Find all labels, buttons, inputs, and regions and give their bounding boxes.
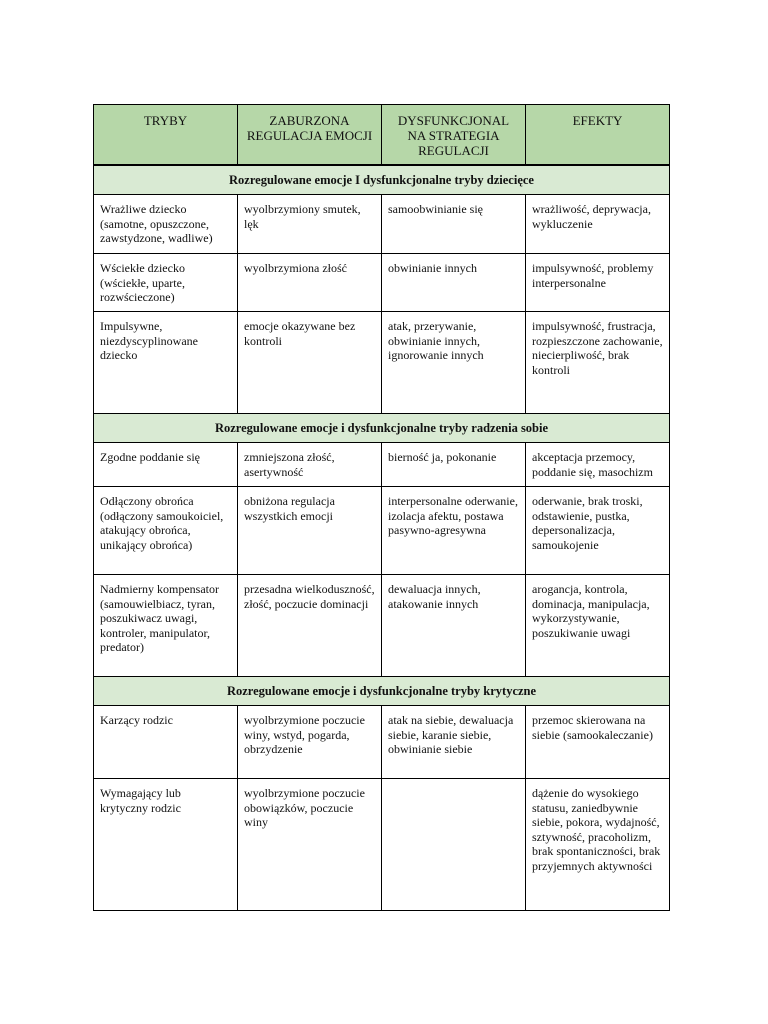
strategy-cell: dewaluacja innych, atakowanie innych (382, 575, 526, 677)
effects-cell: akceptacja przemocy, poddanie się, masochizm (526, 443, 670, 487)
mode-cell: Wrażliwe dziecko (samotne, opuszczone, zawstydzone, wadliwe) (94, 195, 238, 254)
dysregulation-cell: emocje okazywane bez kontroli (238, 312, 382, 414)
strategy-cell: obwinianie innych (382, 254, 526, 312)
header-row (94, 105, 670, 166)
strategy-cell: interpersonalne oderwanie, izolacja afektu, postawa pasywno-agresywna (382, 487, 526, 575)
table-body (94, 165, 670, 911)
mode-cell: Wymagający lub krytyczny rodzic (94, 779, 238, 911)
section-row (94, 165, 670, 195)
mode-cell: Wściekłe dziecko (wściekłe, uparte, rozwścieczone) (94, 254, 238, 312)
dysregulation-cell: wyolbrzymione poczucie winy, wstyd, pogarda, obrzydzenie (238, 706, 382, 779)
strategy-cell (382, 779, 526, 911)
strategy-cell: samoobwinianie się (382, 195, 526, 254)
table-row (94, 779, 670, 911)
section-row (94, 414, 670, 443)
effects-cell: oderwanie, brak troski, odstawienie, pustka, depersonalizacja, samoukojenie (526, 487, 670, 575)
section-title: Rozregulowane emocje I dysfunkcjonalne tryby dziecięce (94, 165, 670, 195)
mode-cell: Nadmierny kompensator (samouwielbiacz, tyran, poszukiwacz uwagi, kontroler, manipulator, predator) (94, 575, 238, 677)
mode-cell: Impulsywne, niezdyscyplinowane dziecko (94, 312, 238, 414)
table-row (94, 195, 670, 254)
effects-cell: impulsywność, problemy interpersonalne (526, 254, 670, 312)
dysregulation-cell: przesadna wielkoduszność, złość, poczucie dominacji (238, 575, 382, 677)
table-row (94, 575, 670, 677)
header-effects: EFEKTY (526, 105, 670, 166)
section-row (94, 677, 670, 706)
effects-cell: przemoc skierowana na siebie (samookaleczanie) (526, 706, 670, 779)
effects-cell: dążenie do wysokiego statusu, zaniedbywnie siebie, pokora, wydajność, sztywność, pracoholizm, brak spontaniczności, brak przyjemnych aktywności (526, 779, 670, 911)
table-row (94, 312, 670, 414)
header-strategy: DYSFUNKCJONAL NA STRATEGIA REGULACJI (382, 105, 526, 166)
strategy-cell: atak na siebie, dewaluacja siebie, karanie siebie, obwinianie siebie (382, 706, 526, 779)
mode-cell: Karzący rodzic (94, 706, 238, 779)
strategy-cell: bierność ja, pokonanie (382, 443, 526, 487)
section-title: Rozregulowane emocje i dysfunkcjonalne tryby radzenia sobie (94, 414, 670, 443)
effects-cell: wrażliwość, deprywacja, wykluczenie (526, 195, 670, 254)
table-row (94, 487, 670, 575)
header-modes: TRYBY (94, 105, 238, 166)
table-row (94, 443, 670, 487)
dysregulation-cell: wyolbrzymione poczucie obowiązków, poczucie winy (238, 779, 382, 911)
section-title: Rozregulowane emocje i dysfunkcjonalne tryby krytyczne (94, 677, 670, 706)
table-row (94, 706, 670, 779)
dysregulation-cell: zmniejszona złość, asertywność (238, 443, 382, 487)
dysregulation-cell: obniżona regulacja wszystkich emocji (238, 487, 382, 575)
effects-cell: arogancja, kontrola, dominacja, manipulacja, wykorzystywanie, poszukiwanie uwagi (526, 575, 670, 677)
effects-cell: impulsywność, frustracja, rozpieszczone zachowanie, niecierpliwość, brak kontroli (526, 312, 670, 414)
dysregulation-cell: wyolbrzymiony smutek, lęk (238, 195, 382, 254)
table-header (94, 105, 670, 166)
mode-cell: Odłączony obrońca (odłączony samoukoiciel, atakujący obrońca, unikający obrońca) (94, 487, 238, 575)
mode-cell: Zgodne poddanie się (94, 443, 238, 487)
dysregulation-cell: wyolbrzymiona złość (238, 254, 382, 312)
header-dysregulation: ZABURZONA REGULACJA EMOCJI (238, 105, 382, 166)
table-row (94, 254, 670, 312)
strategy-cell: atak, przerywanie, obwinianie innych, ignorowanie innych (382, 312, 526, 414)
modes-table (93, 104, 670, 911)
